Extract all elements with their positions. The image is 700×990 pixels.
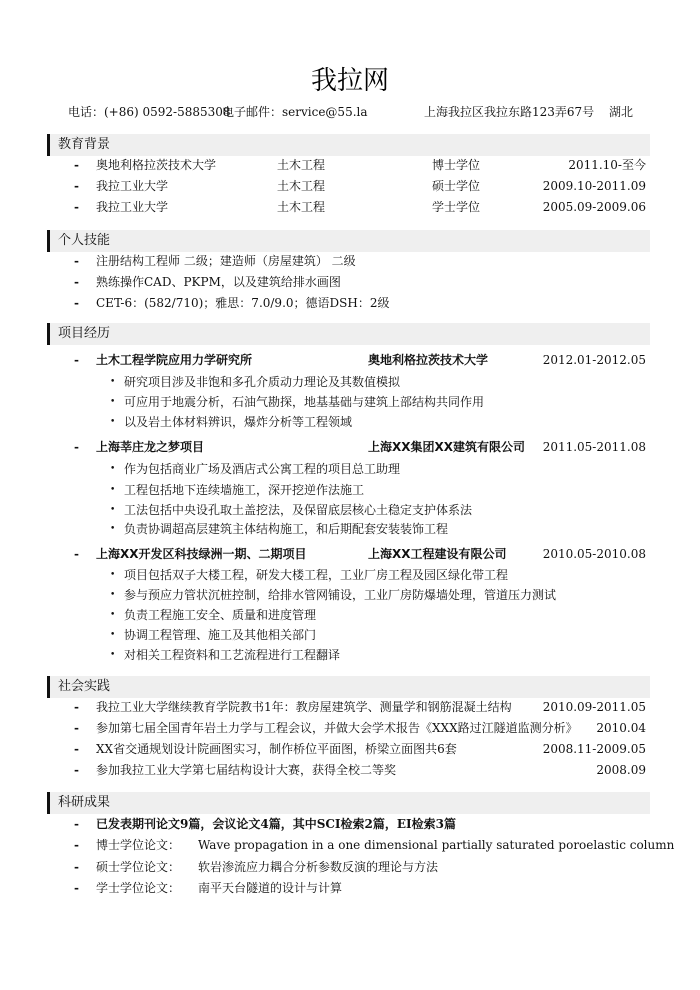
project-detail: 工程包括地下连续墙施工，深开挖逆作法施工 — [124, 483, 365, 497]
section-title: 科研成果 — [58, 795, 111, 810]
dash-marker: - — [74, 860, 79, 874]
section-title: 教育背景 — [58, 137, 111, 152]
skill-item: 注册结构工程师 二级；建造师（房屋建筑） 二级 — [96, 254, 356, 268]
bullet-marker: • — [110, 505, 116, 515]
thesis-label: 学士学位论文： — [96, 881, 181, 895]
project-detail: 参与预应力管状沉桩控制，给排水管网铺设，工业厂房防爆墙处理，管道压力测试 — [124, 588, 557, 602]
skill-item: CET-6：(582/710)；雅思：7.0/9.0；德语DSH：2级 — [96, 296, 390, 310]
project-detail: 以及岩土体材料辨识，爆炸分析等工程领域 — [124, 415, 353, 429]
section-skills — [47, 230, 650, 252]
project-detail: 负责协调超高层建筑主体结构施工，和后期配套安装装饰工程 — [124, 522, 449, 536]
dash-marker: - — [74, 353, 79, 367]
project-title: 土木工程学院应用力学研究所 — [96, 353, 253, 367]
thesis-title: 软岩渗流应力耦合分析参数反演的理论与方法 — [198, 860, 439, 874]
dash-marker: - — [74, 838, 79, 852]
major: 土木工程 — [277, 200, 326, 214]
bullet-marker: • — [110, 377, 116, 387]
project-detail: 负责工程施工安全、质量和进度管理 — [124, 608, 317, 622]
bullet-marker: • — [110, 524, 116, 534]
school: 我拉工业大学 — [96, 200, 169, 214]
project-org: 上海XX集团XX建筑有限公司 — [368, 440, 526, 454]
contact-province: 湖北 — [609, 105, 634, 119]
project-period: 2011.05-2011.08 — [542, 440, 646, 454]
dash-marker: - — [74, 275, 79, 289]
thesis-title: 南平天台隧道的设计与计算 — [198, 881, 343, 895]
project-detail: 协调工程管理、施工及其他相关部门 — [124, 628, 317, 642]
bullet-marker: • — [110, 464, 116, 474]
project-detail: 研究项目涉及非饱和多孔介质动力理论及其数值模拟 — [124, 375, 401, 389]
practice-item: 我拉工业大学继续教育学院教书1年：教房屋建筑学、测量学和钢筋混凝土结构 — [96, 700, 512, 714]
degree: 硕士学位 — [432, 179, 481, 193]
section-projects — [47, 323, 650, 345]
dash-marker: - — [74, 742, 79, 756]
project-org: 上海XX工程建设有限公司 — [368, 547, 507, 561]
dash-marker: - — [74, 440, 79, 454]
thesis-label: 博士学位论文： — [96, 838, 181, 852]
dash-marker: - — [74, 881, 79, 895]
bullet-marker: • — [110, 397, 116, 407]
period: 2011.10-至今 — [568, 158, 646, 172]
dash-marker: - — [74, 817, 79, 831]
practice-item: 参加我拉工业大学第七届结构设计大赛，获得全校二等奖 — [96, 763, 397, 777]
resume-name: 我拉网 — [310, 66, 389, 96]
bullet-marker: • — [110, 650, 116, 660]
practice-date: 2008.11-2009.05 — [542, 742, 646, 756]
period: 2005.09-2009.06 — [542, 200, 646, 214]
bullet-marker: • — [110, 570, 116, 580]
dash-marker: - — [74, 296, 79, 310]
period: 2009.10-2011.09 — [542, 179, 646, 193]
thesis-label: 硕士学位论文： — [96, 860, 181, 874]
research-summary: 已发表期刊论文9篇，会议论文4篇，其中SCI检索2篇，EI检索3篇 — [96, 817, 456, 831]
project-detail: 作为包括商业广场及酒店式公寓工程的项目总工助理 — [124, 462, 401, 476]
bullet-marker: • — [110, 610, 116, 620]
project-period: 2010.05-2010.08 — [542, 547, 646, 561]
skill-item: 熟练操作CAD、PKPM，以及建筑给排水画图 — [96, 275, 341, 289]
thesis-title: Wave propagation in a one dimensional partially saturated poroelastic column — [198, 838, 675, 852]
practice-date: 2010.09-2011.05 — [542, 700, 646, 714]
bullet-marker: • — [110, 590, 116, 600]
section-title: 个人技能 — [58, 233, 111, 248]
bullet-marker: • — [110, 630, 116, 640]
section-title: 项目经历 — [58, 326, 111, 341]
project-org: 奥地利格拉茨技术大学 — [368, 353, 489, 367]
dash-marker: - — [74, 158, 79, 172]
project-detail: 可应用于地震分析，石油气勘探，地基基础与建筑上部结构共同作用 — [124, 395, 485, 409]
section-practice — [47, 676, 650, 698]
project-title: 上海莘庄龙之梦项目 — [96, 440, 205, 454]
school: 我拉工业大学 — [96, 179, 169, 193]
section-education — [47, 134, 650, 156]
contact-phone: 电话：(+86) 0592-5885308 — [68, 105, 231, 119]
dash-marker: - — [74, 700, 79, 714]
major: 土木工程 — [277, 158, 326, 172]
contact-address: 上海我拉区我拉东路123弄67号 — [424, 105, 595, 119]
practice-item: XX省交通规划设计院画图实习，制作桥位平面图，桥梁立面图共6套 — [96, 742, 457, 756]
project-detail: 项目包括双子大楼工程，研发大楼工程，工业厂房工程及园区绿化带工程 — [124, 568, 509, 582]
project-period: 2012.01-2012.05 — [542, 353, 646, 367]
bullet-marker: • — [110, 417, 116, 427]
practice-item: 参加第七届全国青年岩土力学与工程会议，并做大会学术报告《XXX路过江隧道监测分析》 — [96, 721, 578, 735]
project-detail: 对相关工程资料和工艺流程进行工程翻译 — [124, 648, 341, 662]
dash-marker: - — [74, 200, 79, 214]
school: 奥地利格拉茨技术大学 — [96, 158, 217, 172]
degree: 博士学位 — [432, 158, 481, 172]
dash-marker: - — [74, 547, 79, 561]
section-research — [47, 792, 650, 814]
section-title: 社会实践 — [58, 679, 111, 694]
bullet-marker: • — [110, 485, 116, 495]
dash-marker: - — [74, 763, 79, 777]
project-detail: 工法包括中央设孔取土盖挖法，及保留底层核心土稳定支护体系法 — [124, 503, 473, 517]
degree: 学士学位 — [432, 200, 481, 214]
practice-date: 2008.09 — [596, 763, 646, 777]
project-title: 上海XX开发区科技绿洲一期、二期项目 — [96, 547, 307, 561]
practice-date: 2010.04 — [596, 721, 646, 735]
dash-marker: - — [74, 179, 79, 193]
dash-marker: - — [74, 721, 79, 735]
major: 土木工程 — [277, 179, 326, 193]
contact-email: 电子邮件：service@55.la — [222, 105, 368, 119]
dash-marker: - — [74, 254, 79, 268]
